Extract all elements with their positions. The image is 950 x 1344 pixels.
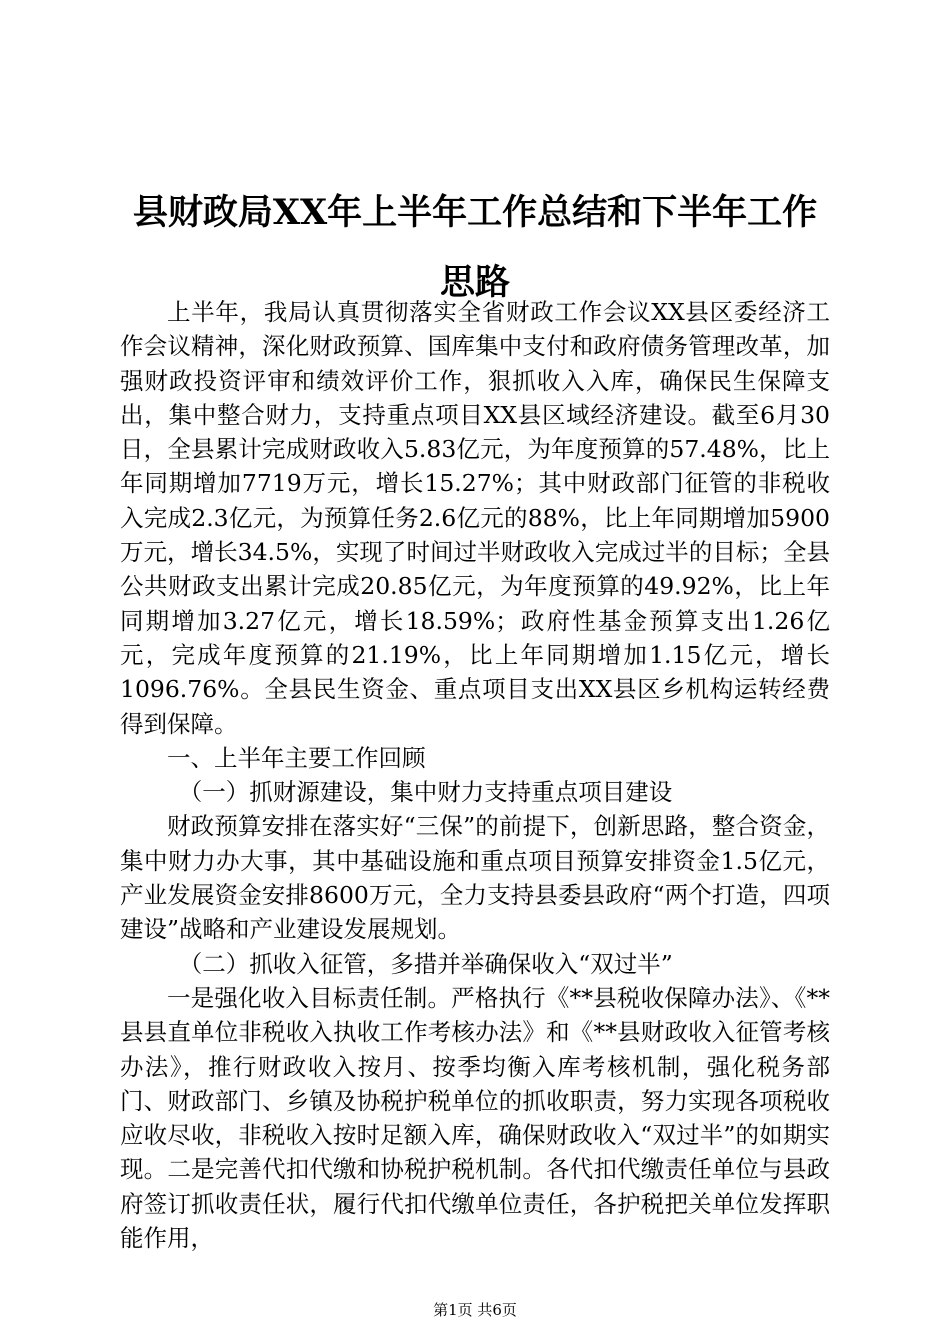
page-footer: 第1页 共6页 xyxy=(433,1301,517,1319)
paragraph: 一是强化收入目标责任制。严格执行《**县税收保障办法》、《**县县直单位非税收入执收工作考核办法》和《**县财政收入征管考核办法》，推行财政收入按月、按季均衡入库考核机制，强化税务部门、财政部门、乡镇及协税护税单位的抓收职责，努力实现各项税收应收尽收，非税收入按时足额入库，确保财政收入“双过半”的如期实现。二是完善代扣代缴和协税护税机制。各代扣代缴责任单位与县政府签订抓收责任状，履行代扣代缴单位责任，各护税把关单位发挥职能作用， xyxy=(120,983,830,1253)
document-title: 县财政局XX年上半年工作总结和下半年工作思路 xyxy=(132,192,818,303)
section-heading: 一、上半年主要工作回顾 xyxy=(167,743,426,772)
subsection-heading: （二）抓收入征管，多措并举确保收入“双过半” xyxy=(178,949,673,978)
paragraph-summary: 上半年，我局认真贯彻落实全省财政工作会议XX县区委经济工作会议精神，深化财政预算、国库集中支付和政府债务管理改革，加强财政投资评审和绩效评价工作，狠抓收入入库，确保民生保障支出，集中整合财力，支持重点项目XX县区域经济建设。截至6月30日，全县累计完成财政收入5.83亿元，为年度预算的57.48%，比上年同期增加7719万元，增长15.27%；其中财政部门征管的非税收入完成2.3亿元，为预算任务2.6亿元的88%，比上年同期增加5900万元，增长34.5%，实现了时间过半财政收入完成过半的目标；全县公共财政支出累计完成20.85亿元，为年度预算的49.92%，比上年同期增加3.27亿元，增长18.59%；政府性基金预算支出1.26亿元，完成年度预算的21.19%，比上年同期增加1.15亿元，增长1096.76%。全县民生资金、重点项目支出XX县区乡机构运转经费得到保障。 xyxy=(120,298,830,738)
document-body xyxy=(120,295,830,1255)
paragraph: 财政预算安排在落实好“三保”的前提下，创新思路，整合资金，集中财力办大事，其中基础设施和重点项目预算安排资金1.5亿元，产业发展资金安排8600万元，全力支持县委县政府“两个打造，四项建设”战略和产业建设发展规划。 xyxy=(120,812,830,944)
subsection-heading: （一）抓财源建设，集中财力支持重点项目建设 xyxy=(178,778,673,807)
